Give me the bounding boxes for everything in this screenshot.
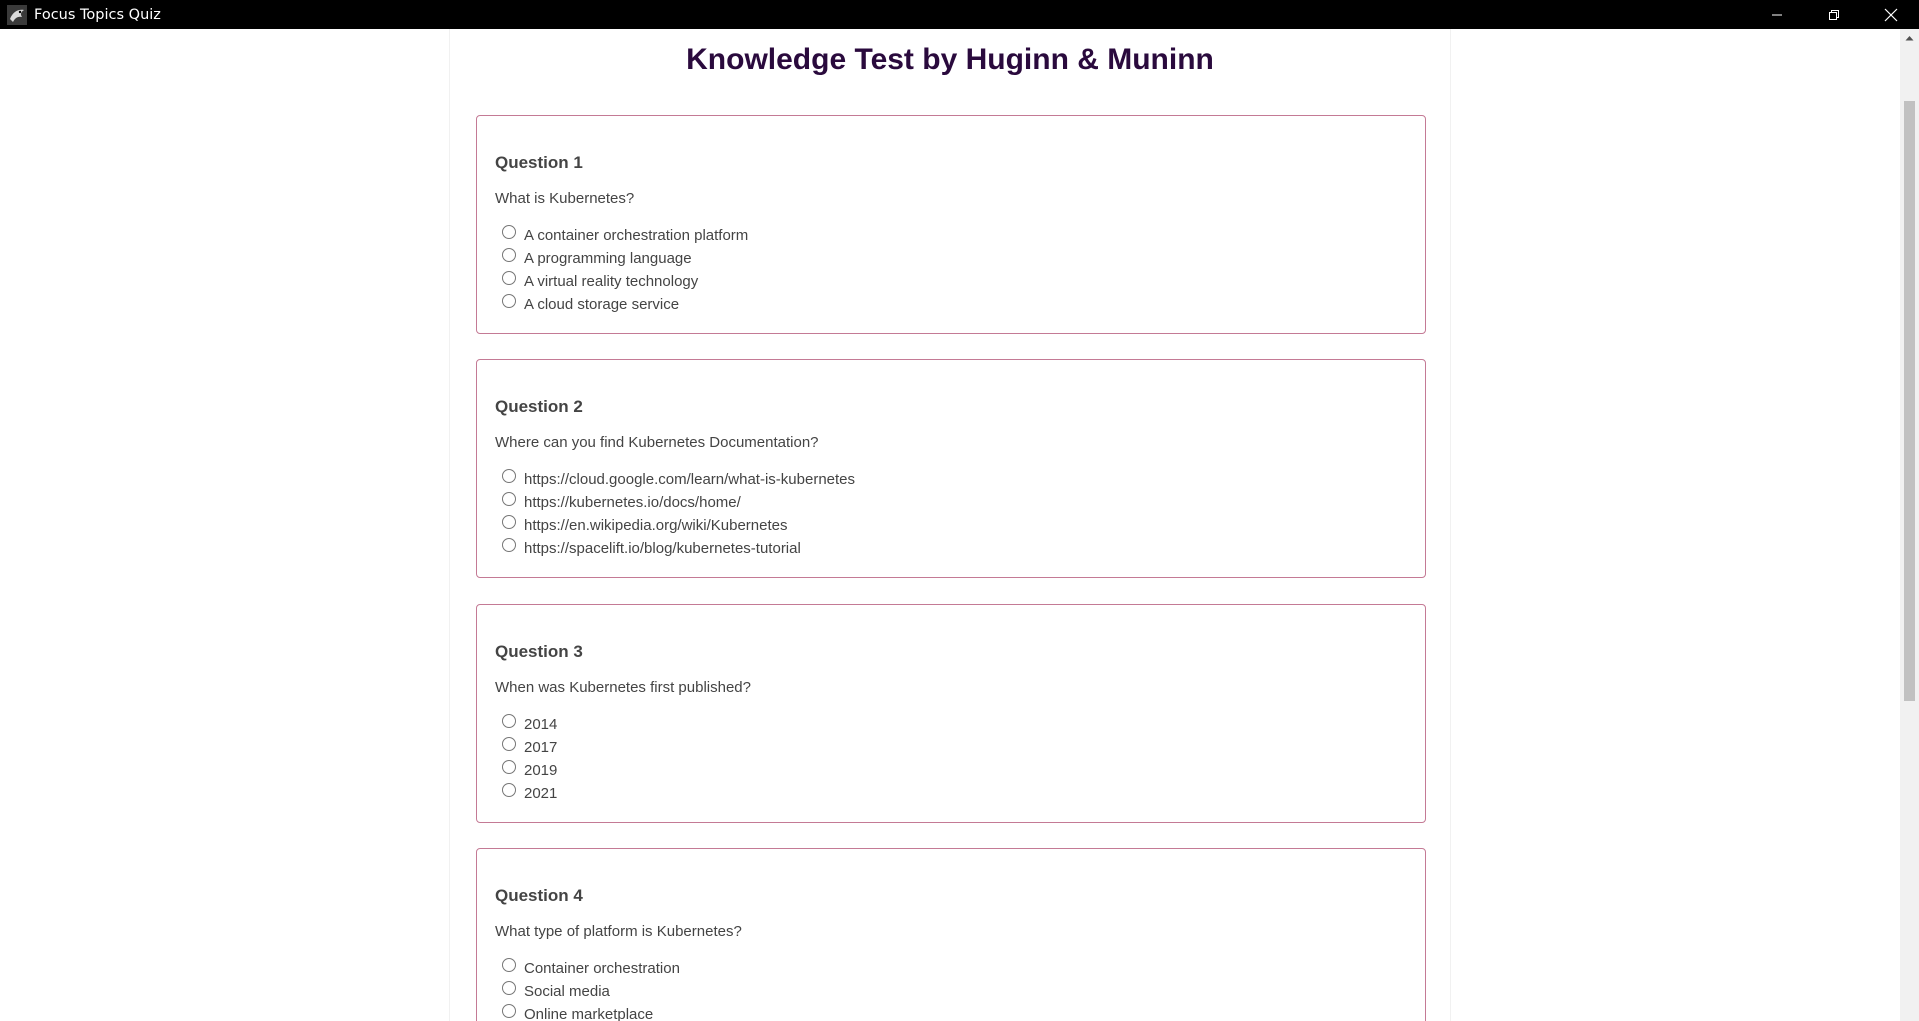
question-card-4 (476, 848, 1426, 1021)
answer-label[interactable]: Online marketplace (524, 1006, 654, 1021)
answer-option[interactable] (495, 1003, 680, 1021)
question-heading: Question 4 (495, 886, 583, 905)
answer-option[interactable] (495, 491, 855, 514)
question-card-1 (476, 115, 1426, 334)
question-heading: Question 3 (495, 642, 583, 661)
restore-button[interactable] (1805, 0, 1862, 29)
answer-option[interactable] (495, 713, 557, 736)
radio-button[interactable] (502, 271, 516, 285)
answer-option[interactable] (495, 514, 855, 537)
answer-label[interactable]: A programming language (524, 250, 692, 267)
radio-button[interactable] (502, 1004, 516, 1018)
window-title: Focus Topics Quiz (34, 6, 161, 23)
answer-option[interactable] (495, 957, 680, 980)
answer-label[interactable]: 2017 (524, 739, 558, 756)
question-text: When was Kubernetes first published? (495, 679, 751, 696)
radio-button[interactable] (502, 981, 516, 995)
answer-label[interactable]: A virtual reality technology (524, 273, 699, 290)
radio-button[interactable] (502, 515, 516, 529)
question-text: What type of platform is Kubernetes? (495, 923, 742, 940)
answer-option[interactable] (495, 468, 855, 491)
minimize-icon (1771, 9, 1783, 21)
answer-option[interactable] (495, 537, 855, 560)
question-card-2 (476, 359, 1426, 578)
answer-option[interactable] (495, 247, 748, 270)
radio-button[interactable] (502, 492, 516, 506)
window-titlebar (0, 0, 1919, 29)
page-viewport (0, 29, 1919, 1021)
radio-button[interactable] (502, 783, 516, 797)
answer-label[interactable]: 2021 (524, 785, 558, 802)
raven-logo-icon (7, 5, 27, 25)
answer-options (495, 957, 680, 1021)
answer-label[interactable]: 2014 (524, 716, 558, 733)
radio-button[interactable] (502, 760, 516, 774)
answer-label[interactable]: https://kubernetes.io/docs/home/ (524, 494, 741, 511)
radio-button[interactable] (502, 538, 516, 552)
restore-icon (1828, 9, 1840, 21)
answer-options (495, 224, 748, 316)
radio-button[interactable] (502, 737, 516, 751)
close-icon (1884, 8, 1898, 22)
quiz-container (449, 29, 1451, 1021)
radio-button[interactable] (502, 714, 516, 728)
answer-option[interactable] (495, 293, 748, 316)
answer-option[interactable] (495, 736, 557, 759)
vertical-scrollbar[interactable] (1900, 29, 1919, 1021)
answer-label[interactable]: https://spacelift.io/blog/kubernetes-tutorial (524, 540, 801, 557)
answer-option[interactable] (495, 224, 748, 247)
question-heading: Question 1 (495, 153, 583, 172)
answer-label[interactable]: https://en.wikipedia.org/wiki/Kubernetes (524, 517, 788, 534)
answer-label[interactable]: A cloud storage service (524, 296, 680, 313)
answer-label[interactable]: https://cloud.google.com/learn/what-is-kubernetes (524, 471, 856, 488)
close-button[interactable] (1862, 0, 1919, 29)
page-title: Knowledge Test by Huginn & Muninn (686, 43, 1214, 76)
scroll-up-arrow-icon (1905, 35, 1914, 41)
answer-options (495, 468, 855, 560)
answer-label[interactable]: Social media (524, 983, 610, 1000)
radio-button[interactable] (502, 294, 516, 308)
radio-button[interactable] (502, 958, 516, 972)
answer-option[interactable] (495, 270, 748, 293)
answer-option[interactable] (495, 782, 557, 805)
question-card-3 (476, 604, 1426, 823)
radio-button[interactable] (502, 225, 516, 239)
question-text: Where can you find Kubernetes Documentation? (495, 434, 819, 451)
question-heading: Question 2 (495, 397, 583, 416)
answer-option[interactable] (495, 759, 557, 782)
radio-button[interactable] (502, 469, 516, 483)
answer-label[interactable]: 2019 (524, 762, 558, 779)
scroll-up-button[interactable] (1900, 29, 1919, 46)
window-controls (1748, 0, 1919, 29)
radio-button[interactable] (502, 248, 516, 262)
answer-option[interactable] (495, 980, 680, 1003)
minimize-button[interactable] (1748, 0, 1805, 29)
scrollbar-thumb[interactable] (1904, 101, 1915, 701)
question-text: What is Kubernetes? (495, 190, 635, 207)
answer-label[interactable]: Container orchestration (524, 960, 680, 977)
answer-options (495, 713, 557, 805)
answer-label[interactable]: A container orchestration platform (524, 227, 749, 244)
